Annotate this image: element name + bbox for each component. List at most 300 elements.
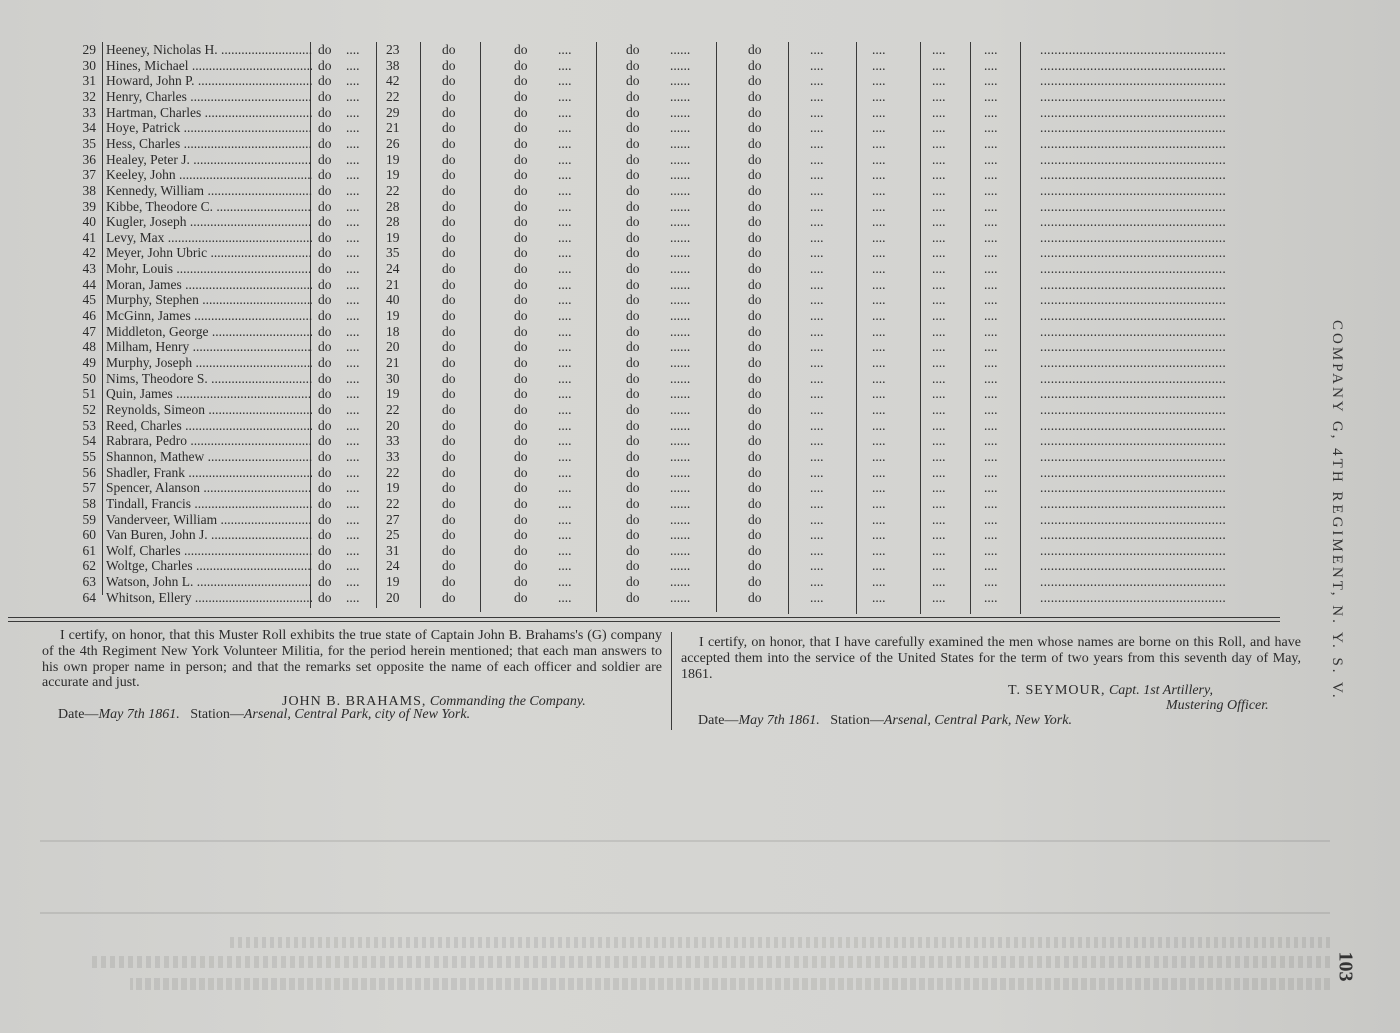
age-value: 19 (386, 574, 400, 590)
dot-leader: .... (984, 245, 998, 261)
age-value: 30 (386, 370, 400, 386)
soldier-name: Henry, Charles ..... (106, 89, 312, 105)
table-row (40, 512, 1320, 528)
dot-leader: .... (984, 73, 998, 89)
dot-leader: .... (558, 464, 572, 480)
dot-leader: .... (872, 245, 886, 261)
dot-leader: .... (932, 120, 946, 136)
dot-leader: ...... (670, 511, 691, 527)
dot-leader: .... (932, 42, 946, 57)
dot-leader: .... (810, 417, 824, 433)
age-value: 33 (386, 448, 400, 464)
enlisted-where-ditto: do (514, 276, 528, 292)
enlisted-where-ditto: do (514, 42, 528, 57)
age-value: 20 (386, 589, 400, 605)
dot-leader: .... (984, 433, 998, 449)
enlisted-where-ditto: do (514, 151, 528, 167)
enlisted-by-ditto: do (626, 292, 640, 308)
age-value: 24 (386, 261, 400, 277)
dot-leader: .... (810, 558, 824, 574)
dot-leader: .... (810, 292, 824, 308)
dot-leader: ...... (670, 57, 691, 73)
soldier-name: Levy, Max ..... (106, 230, 312, 246)
age-value: 23 (386, 42, 400, 57)
dot-leader: .... (984, 558, 998, 574)
enlisted-where-ditto: do (514, 386, 528, 402)
period-ditto: do (748, 417, 762, 433)
dot-leader: .... (872, 214, 886, 230)
enlisted-when-ditto: do (442, 589, 456, 605)
dot-leader: .... (346, 261, 360, 277)
dot-leader: .... (984, 542, 998, 558)
officer-title-line2: Mustering Officer. (1166, 698, 1269, 713)
dot-leader: .... (558, 104, 572, 120)
dot-leader: .... (932, 574, 946, 590)
dot-leader: ...... (670, 589, 691, 605)
dot-leader: ...... (670, 355, 691, 370)
age-value: 28 (386, 214, 400, 230)
dot-leader: .... (932, 229, 946, 245)
dot-leader: .... (984, 135, 998, 151)
dot-leader: .... (810, 42, 824, 57)
table-row (40, 339, 1320, 355)
enlisted-when-ditto: do (442, 323, 456, 339)
dot-leader: .... (558, 542, 572, 558)
row-number: 63 (82, 574, 96, 590)
enlisted-when-ditto: do (442, 57, 456, 73)
rank-ditto: do (318, 88, 332, 104)
dot-leader: .... (346, 292, 360, 308)
dot-leader: .... (872, 276, 886, 292)
dot-leader: .... (932, 261, 946, 277)
dot-leader: .... (346, 480, 360, 496)
enlisted-where-ditto: do (514, 120, 528, 136)
certificate-mustering-officer (681, 635, 1301, 682)
dot-leader: .... (558, 589, 572, 605)
age-value: 33 (386, 433, 400, 449)
officer-date-station (698, 713, 1072, 729)
row-number: 48 (82, 339, 96, 355)
dot-leader: .... (872, 88, 886, 104)
enlisted-where-ditto: do (514, 511, 528, 527)
age-value: 19 (386, 480, 400, 496)
certificate-date: May 7th 1861. (738, 713, 820, 728)
dot-leader: .... (872, 135, 886, 151)
row-number: 31 (82, 73, 96, 89)
dot-leader: .... (558, 558, 572, 574)
soldier-name: Heeney, Nicholas H. ..... (106, 42, 312, 58)
enlisted-by-ditto: do (626, 448, 640, 464)
dot-leader: .... (872, 527, 886, 543)
dot-leader: ...... (670, 480, 691, 496)
enlisted-where-ditto: do (514, 323, 528, 339)
enlisted-where-ditto: do (514, 198, 528, 214)
side-heading: COMPANY G, 4TH REGIMENT, N. Y. S. V. (1329, 320, 1345, 701)
soldier-name: Hartman, Charles ..... (106, 105, 312, 121)
row-number: 54 (82, 433, 96, 449)
table-row (40, 355, 1320, 371)
dot-leader: .... (872, 480, 886, 496)
enlisted-by-ditto: do (626, 495, 640, 511)
dot-leader: .... (872, 511, 886, 527)
dot-leader: .... (810, 574, 824, 590)
enlisted-where-ditto: do (514, 558, 528, 574)
enlisted-when-ditto: do (442, 135, 456, 151)
dot-leader: .... (932, 495, 946, 511)
enlisted-when-ditto: do (442, 480, 456, 496)
enlisted-when-ditto: do (442, 151, 456, 167)
enlisted-where-ditto: do (514, 229, 528, 245)
table-row (40, 183, 1320, 199)
enlisted-when-ditto: do (442, 542, 456, 558)
enlisted-where-ditto: do (514, 88, 528, 104)
dot-leader: .... (346, 323, 360, 339)
soldier-name: McGinn, James ..... (106, 308, 312, 324)
enlisted-by-ditto: do (626, 245, 640, 261)
period-ditto: do (748, 355, 762, 370)
dot-leader: .... (932, 542, 946, 558)
table-row (40, 308, 1320, 324)
dot-leader: .... (558, 511, 572, 527)
age-value: 21 (386, 355, 400, 370)
dot-leader: ...... (670, 151, 691, 167)
dot-leader: .................................................... (1040, 276, 1226, 292)
soldier-name: Hoye, Patrick ..... (106, 120, 312, 136)
dot-leader: .................................................... (1040, 386, 1226, 402)
row-number: 52 (82, 401, 96, 417)
station-label: Station— (190, 707, 244, 722)
soldier-name: Quin, James ..... (106, 386, 312, 402)
dot-leader: ...... (670, 135, 691, 151)
soldier-name: Watson, John L. ..... (106, 574, 312, 590)
dot-leader: .... (984, 527, 998, 543)
dot-leader: .... (558, 495, 572, 511)
certificate-date: May 7th 1861. (98, 707, 180, 722)
period-ditto: do (748, 167, 762, 183)
rank-ditto: do (318, 495, 332, 511)
table-row (40, 136, 1320, 152)
enlisted-where-ditto: do (514, 245, 528, 261)
dot-leader: .... (932, 417, 946, 433)
dot-leader: ...... (670, 574, 691, 590)
dot-leader: .................................................... (1040, 448, 1226, 464)
enlisted-by-ditto: do (626, 542, 640, 558)
period-ditto: do (748, 88, 762, 104)
dot-leader: .... (932, 527, 946, 543)
dot-leader: .................................................... (1040, 355, 1226, 370)
dot-leader: .................................................... (1040, 167, 1226, 183)
soldier-name: Hess, Charles ..... (106, 136, 312, 152)
dot-leader: .... (346, 198, 360, 214)
table-row (40, 230, 1320, 246)
dot-leader: .... (810, 104, 824, 120)
dot-leader: .................................................... (1040, 495, 1226, 511)
dot-leader: .... (872, 558, 886, 574)
dot-leader: .... (984, 104, 998, 120)
dot-leader: .... (810, 542, 824, 558)
dot-leader: .... (346, 495, 360, 511)
dot-leader: .................................................... (1040, 589, 1226, 605)
dot-leader: ...... (670, 464, 691, 480)
row-number: 37 (82, 167, 96, 183)
table-row (40, 261, 1320, 277)
dot-leader: .... (872, 339, 886, 355)
soldier-name: Whitson, Ellery ..... (106, 590, 312, 606)
dot-leader: .... (810, 370, 824, 386)
rank-ditto: do (318, 167, 332, 183)
dot-leader: .... (872, 386, 886, 402)
enlisted-when-ditto: do (442, 229, 456, 245)
enlisted-by-ditto: do (626, 433, 640, 449)
rank-ditto: do (318, 120, 332, 136)
dot-leader: .... (984, 198, 998, 214)
enlisted-by-ditto: do (626, 276, 640, 292)
period-ditto: do (748, 229, 762, 245)
dot-leader: .... (346, 214, 360, 230)
dot-leader: .... (346, 417, 360, 433)
enlisted-when-ditto: do (442, 339, 456, 355)
row-number: 29 (82, 42, 96, 57)
enlisted-by-ditto: do (626, 339, 640, 355)
dot-leader: ...... (670, 276, 691, 292)
enlisted-where-ditto: do (514, 73, 528, 89)
enlisted-by-ditto: do (626, 511, 640, 527)
table-row (40, 58, 1320, 74)
period-ditto: do (748, 511, 762, 527)
dot-leader: .... (932, 370, 946, 386)
row-number: 49 (82, 355, 96, 370)
table-row (40, 386, 1320, 402)
dot-leader: .... (984, 511, 998, 527)
enlisted-by-ditto: do (626, 527, 640, 543)
dot-leader: ...... (670, 386, 691, 402)
enlisted-when-ditto: do (442, 245, 456, 261)
age-value: 40 (386, 292, 400, 308)
dot-leader: ...... (670, 245, 691, 261)
dot-leader: ...... (670, 495, 691, 511)
dot-leader: .... (810, 245, 824, 261)
enlisted-where-ditto: do (514, 433, 528, 449)
dot-leader: .................................................... (1040, 135, 1226, 151)
soldier-name: Wolf, Charles ..... (106, 543, 312, 559)
dot-leader: .... (872, 542, 886, 558)
soldier-name: Murphy, Stephen ..... (106, 292, 312, 308)
enlisted-by-ditto: do (626, 574, 640, 590)
table-row (40, 449, 1320, 465)
dot-leader: .... (558, 323, 572, 339)
dot-leader: .... (872, 401, 886, 417)
table-row (40, 558, 1320, 574)
dot-leader: .... (810, 214, 824, 230)
table-row (40, 42, 1320, 58)
dot-leader: .... (984, 464, 998, 480)
rank-ditto: do (318, 558, 332, 574)
officer-name: T. SEYMOUR, (1008, 683, 1106, 698)
table-row (40, 465, 1320, 481)
bleed-line (130, 978, 1330, 990)
dot-leader: .... (932, 73, 946, 89)
row-number: 30 (82, 57, 96, 73)
dot-leader: .................................................... (1040, 261, 1226, 277)
dot-leader: .... (932, 433, 946, 449)
dot-leader: .... (558, 480, 572, 496)
age-value: 19 (386, 386, 400, 402)
dot-leader: .... (346, 542, 360, 558)
enlisted-when-ditto: do (442, 182, 456, 198)
rank-ditto: do (318, 386, 332, 402)
dot-leader: .... (932, 308, 946, 324)
dot-leader: .... (346, 339, 360, 355)
period-ditto: do (748, 480, 762, 496)
dot-leader: .................................................... (1040, 214, 1226, 230)
soldier-name: Shadler, Frank ..... (106, 465, 312, 481)
table-row (40, 214, 1320, 230)
table-row (40, 245, 1320, 261)
enlisted-when-ditto: do (442, 464, 456, 480)
age-value: 19 (386, 229, 400, 245)
dot-leader: .... (984, 292, 998, 308)
certificate-captain (42, 628, 662, 691)
enlisted-when-ditto: do (442, 558, 456, 574)
enlisted-when-ditto: do (442, 433, 456, 449)
enlisted-when-ditto: do (442, 495, 456, 511)
enlisted-where-ditto: do (514, 495, 528, 511)
dot-leader: .... (558, 229, 572, 245)
age-value: 21 (386, 276, 400, 292)
dot-leader: .... (558, 42, 572, 57)
dot-leader: ...... (670, 542, 691, 558)
dot-leader: .... (984, 120, 998, 136)
row-number: 50 (82, 370, 96, 386)
period-ditto: do (748, 448, 762, 464)
dot-leader: .... (346, 120, 360, 136)
dot-leader: .... (346, 245, 360, 261)
rank-ditto: do (318, 42, 332, 57)
row-number: 61 (82, 542, 96, 558)
dot-leader: .... (932, 323, 946, 339)
dot-leader: .... (984, 323, 998, 339)
table-row (40, 371, 1320, 387)
rank-ditto: do (318, 401, 332, 417)
row-number: 62 (82, 558, 96, 574)
dot-leader: .................................................... (1040, 480, 1226, 496)
rank-ditto: do (318, 292, 332, 308)
captain-name: JOHN B. BRAHAMS, (282, 694, 427, 709)
dot-leader: .... (932, 182, 946, 198)
rank-ditto: do (318, 214, 332, 230)
officer-signature (1008, 683, 1213, 699)
age-value: 22 (386, 464, 400, 480)
dot-leader: .... (984, 386, 998, 402)
dot-leader: ...... (670, 323, 691, 339)
rank-ditto: do (318, 355, 332, 370)
dot-leader: ...... (670, 292, 691, 308)
dot-leader: .... (984, 151, 998, 167)
dot-leader: .... (810, 135, 824, 151)
dot-leader: .... (872, 589, 886, 605)
dot-leader: .... (932, 339, 946, 355)
enlisted-when-ditto: do (442, 511, 456, 527)
dot-leader: .... (984, 339, 998, 355)
soldier-name: Shannon, Mathew ..... (106, 449, 312, 465)
dot-leader: .... (984, 370, 998, 386)
dot-leader: ...... (670, 308, 691, 324)
soldier-name: Hines, Michael ..... (106, 58, 312, 74)
dot-leader: .... (558, 401, 572, 417)
bleed-rule (40, 912, 1330, 914)
dot-leader: .... (810, 480, 824, 496)
dot-leader: .... (346, 229, 360, 245)
rank-ditto: do (318, 527, 332, 543)
certificate-captain-text: I certify, on honor, that this Muster Roll exhibits the true state of Captain John B. Brahams's (G) company of the 4th Regiment New York Volunteer Militia, for the period herein mentioned; that each man answers to his own proper name in person; and that the remarks set opposite the name of each officer and soldier are accurate and just. (42, 628, 662, 691)
period-ditto: do (748, 182, 762, 198)
dot-leader: .... (558, 308, 572, 324)
table-row (40, 402, 1320, 418)
dot-leader: .... (872, 574, 886, 590)
dot-leader: .... (984, 229, 998, 245)
soldier-name: Middleton, George ..... (106, 324, 312, 340)
dot-leader: .... (346, 589, 360, 605)
dot-leader: .... (872, 42, 886, 57)
dot-leader: .................................................... (1040, 511, 1226, 527)
dot-leader: .... (558, 292, 572, 308)
age-value: 19 (386, 167, 400, 183)
dot-leader: ...... (670, 339, 691, 355)
enlisted-by-ditto: do (626, 558, 640, 574)
enlisted-where-ditto: do (514, 292, 528, 308)
rank-ditto: do (318, 417, 332, 433)
row-number: 55 (82, 448, 96, 464)
dot-leader: .................................................... (1040, 73, 1226, 89)
enlisted-where-ditto: do (514, 308, 528, 324)
enlisted-by-ditto: do (626, 57, 640, 73)
dot-leader: .... (932, 276, 946, 292)
row-number: 38 (82, 182, 96, 198)
rank-ditto: do (318, 151, 332, 167)
dot-leader: .... (810, 464, 824, 480)
dot-leader: .... (346, 104, 360, 120)
dot-leader: .... (558, 448, 572, 464)
age-value: 28 (386, 198, 400, 214)
age-value: 21 (386, 120, 400, 136)
row-number: 58 (82, 495, 96, 511)
dot-leader: .... (932, 511, 946, 527)
period-ditto: do (748, 495, 762, 511)
rank-ditto: do (318, 589, 332, 605)
soldier-name: Nims, Theodore S. ..... (106, 371, 312, 387)
table-row (40, 120, 1320, 136)
dot-leader: .... (932, 558, 946, 574)
dot-leader: .... (984, 480, 998, 496)
dot-leader: .... (984, 355, 998, 370)
dot-leader: .... (932, 167, 946, 183)
rank-ditto: do (318, 73, 332, 89)
dot-leader: .... (558, 151, 572, 167)
dot-leader: ...... (670, 433, 691, 449)
dot-leader: .... (558, 355, 572, 370)
period-ditto: do (748, 73, 762, 89)
dot-leader: .... (810, 73, 824, 89)
rank-ditto: do (318, 433, 332, 449)
enlisted-by-ditto: do (626, 464, 640, 480)
soldier-name: Tindall, Francis ..... (106, 496, 312, 512)
dot-leader: .... (872, 73, 886, 89)
dot-leader: .... (872, 198, 886, 214)
enlisted-when-ditto: do (442, 370, 456, 386)
row-number: 57 (82, 480, 96, 496)
enlisted-where-ditto: do (514, 214, 528, 230)
soldier-name: Spencer, Alanson ..... (106, 480, 312, 496)
